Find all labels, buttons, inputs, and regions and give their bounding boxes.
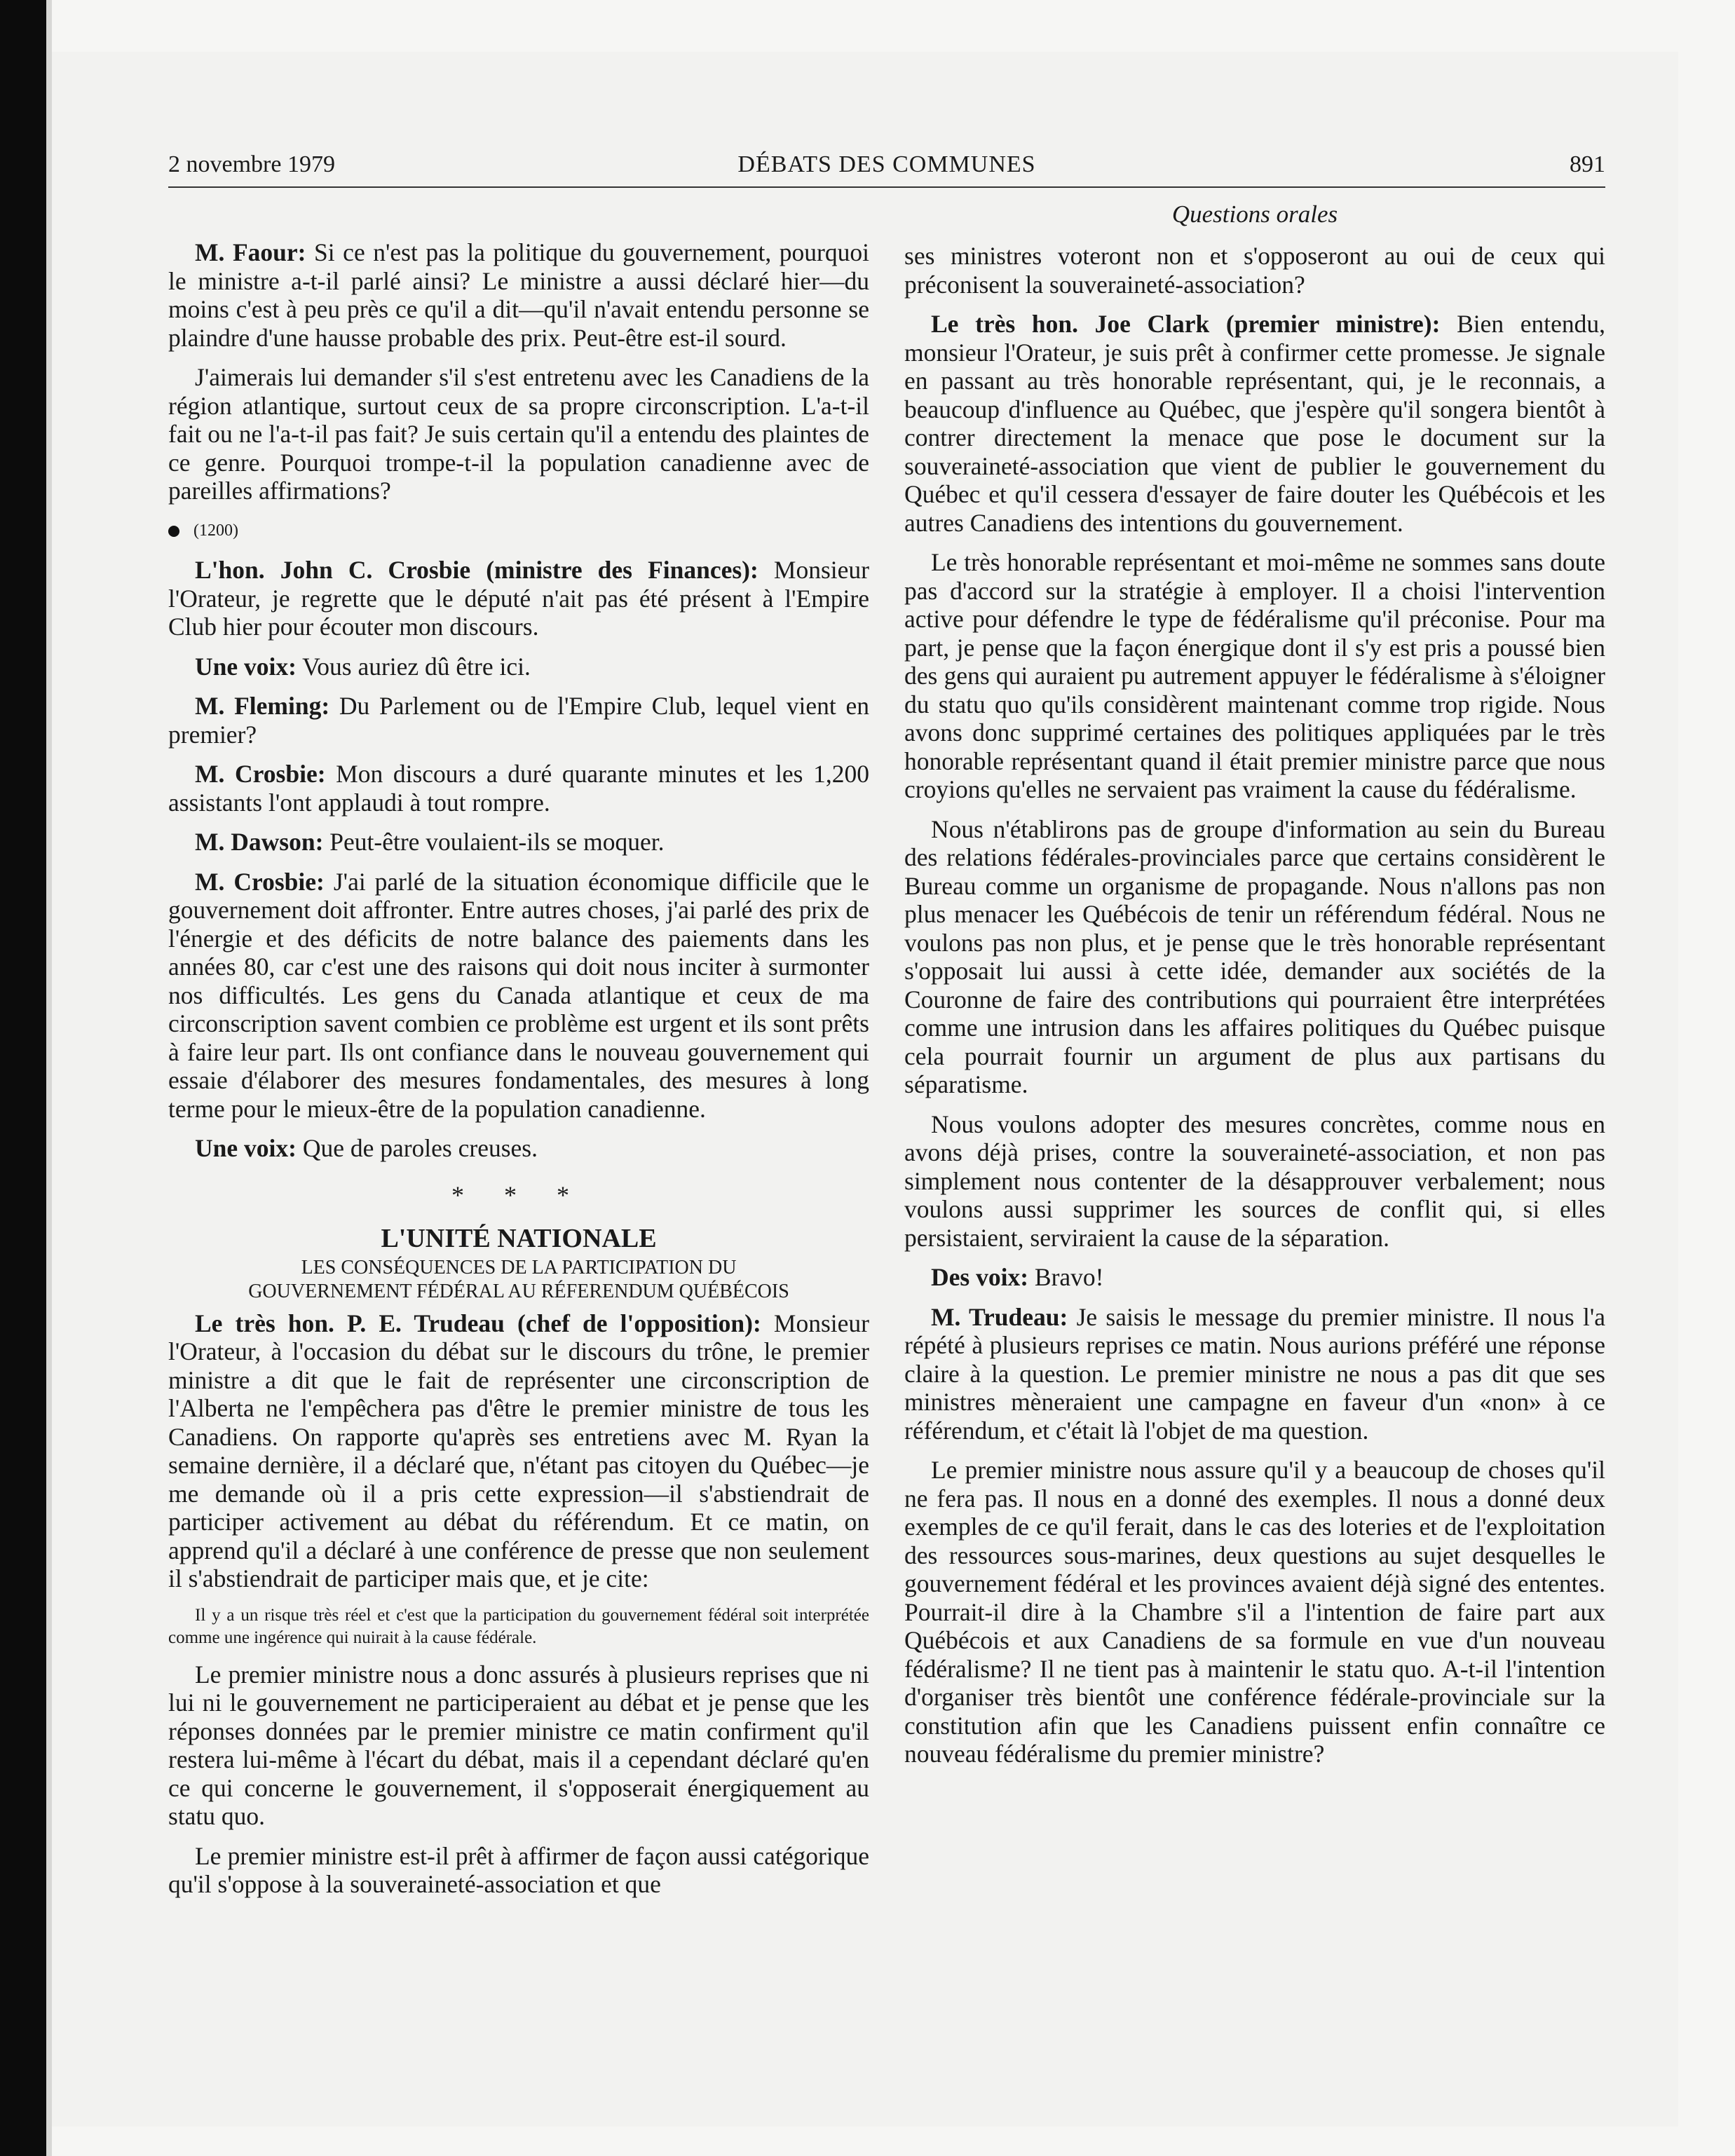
paragraph: ses ministres voteront non et s'opposeront au oui de ceux qui préconisent la souveraineté-association? bbox=[904, 242, 1605, 299]
section-subheading bbox=[168, 1256, 869, 1304]
paragraph: Le premier ministre nous a donc assurés à plusieurs reprises que ni lui ni le gouvernement ne participeraient au débat et je pense que les réponses données par le premier ministre ce matin confirment qu'il restera lui-même à l'écart du débat, mais il a cependant déclaré qu'en ce qui concerne le gouvernement, il s'opposerait énergiquement au statu quo. bbox=[168, 1660, 869, 1830]
section-label: Questions orales bbox=[1171, 200, 1338, 228]
paragraph bbox=[168, 1309, 869, 1593]
paragraph bbox=[168, 1134, 869, 1163]
paragraph bbox=[168, 238, 869, 352]
speech-text: Je saisis le message du premier ministre. Il nous l'a répété à plusieurs reprises ce matin. Nous aurions préféré une réponse claire à la question. Le premier ministre ne nous a pas dit que ses ministres mèneraient une campagne en faveur d'un «non» à ce référendum, et c'était là l'objet de ma question. bbox=[904, 1302, 1605, 1445]
right-column bbox=[904, 242, 1605, 1780]
paragraph bbox=[168, 828, 869, 857]
speech-text: Du Parlement ou de l'Empire Club, lequel vient en premier? bbox=[168, 692, 869, 749]
speaker-name: L'hon. John C. Crosbie (ministre des Finances): bbox=[195, 556, 758, 584]
time-marker bbox=[168, 517, 869, 545]
time-marker-text: (1200) bbox=[193, 521, 238, 540]
speaker-name: M. Crosbie: bbox=[195, 867, 325, 896]
page-number: 891 bbox=[1570, 151, 1605, 177]
paragraph bbox=[168, 556, 869, 641]
section-heading: L'UNITÉ NATIONALE bbox=[381, 1224, 657, 1253]
paragraph: Le très honorable représentant et moi-même ne sommes sans doute pas d'accord sur la stratégie à employer. Il a choisi l'intervention active pour défendre le type de fédéralisme qu'il préconise. Pour ma part, je pense que la façon énergique dont il s'y est pris a poussé bien des gens qui auraient pu autrement appuyer le fédéralisme à s'éloigner du statu quo qu'ils considèrent maintenant comme trop rigide. Nous avons donc supprimé certaines des politiques appliquées par le très honorable représentant quand il était premier ministre parce que nous croyions qu'elles ne servaient pas vraiment la cause du fédéralisme. bbox=[904, 548, 1605, 803]
block-quote: Il y a un risque très réel et c'est que la participation du gouvernement fédéral soit interprétée comme une ingérence qui nuirait à la cause fédérale. bbox=[168, 1605, 869, 1647]
paragraph: Le premier ministre est-il prêt à affirmer de façon aussi catégorique qu'il s'oppose à la souveraineté-association et que bbox=[168, 1841, 869, 1898]
paragraph bbox=[168, 653, 869, 681]
speech-text: Mon discours a duré quarante minutes et les 1,200 assistants l'ont applaudi à tout rompre. bbox=[168, 760, 869, 817]
speaker-name: Une voix: bbox=[195, 1134, 297, 1162]
paragraph bbox=[904, 310, 1605, 537]
speaker-name: M. Dawson: bbox=[195, 828, 324, 856]
speaker-name: Des voix: bbox=[931, 1263, 1029, 1291]
header-title: DÉBATS DES COMMUNES bbox=[737, 151, 1036, 177]
paragraph bbox=[904, 1303, 1605, 1445]
left-column bbox=[168, 238, 869, 1910]
speaker-name: M. Faour: bbox=[195, 238, 306, 266]
header-date: 2 novembre 1979 bbox=[168, 151, 335, 177]
paragraph bbox=[168, 868, 869, 1124]
speech-text: Bien entendu, monsieur l'Orateur, je suis prêt à confirmer cette promesse. Je signale en passant au très honorable représentant, qui, je le reconnais, a beaucoup d'influence au Québec, que j'espère qu'il songera bientôt à contrer directement la menace que pose le document sur la souveraineté-association que vient de publier le gouvernement du Québec et qu'il cessera d'essayer de faire douter les Québécois et les autres Canadiens des intentions du gouvernement. bbox=[904, 310, 1605, 537]
speaker-name: M. Trudeau: bbox=[931, 1302, 1068, 1331]
paragraph bbox=[168, 692, 869, 749]
speaker-name: M. Fleming: bbox=[195, 692, 330, 720]
speech-text: Peut-être voulaient-ils se moquer. bbox=[323, 828, 665, 856]
speech-text: Monsieur l'Orateur, à l'occasion du débat sur le discours du trône, le premier ministre a dit que le fait de représenter une circonscription de l'Alberta ne l'empêchera pas d'être le premier ministre de tous les Canadiens. On rapporte qu'après ses entretiens avec M. Ryan la semaine dernière, il a déclaré que, n'étant pas citoyen du Québec—je me demande où il a pris cette expression—il s'abstiendrait de participer activement au débat du référendum. Et ce matin, on apprend qu'il a déclaré à une conférence de presse que non seulement il s'abstiendrait de participer mais que, et je cite: bbox=[168, 1309, 869, 1592]
speech-text: Que de paroles creuses. bbox=[296, 1134, 538, 1162]
scan-margin bbox=[46, 0, 52, 2156]
speech-text: J'ai parlé de la situation économique difficile que le gouvernement doit affronter. Entre autres choses, j'ai parlé des prix de l'énergie et des déficits de notre balance des paiements dans les années 80, car c'est une des raisons qui doit nous inciter à surmonter nos difficultés. Les gens du Canada atlantique et ceux de ma circonscription savent combien ce problème est urgent et ils sont prêts à faire leur part. Ils ont confiance dans le nouveau gouvernement qui essaie d'élaborer des mesures fondamentales, des mesures à long terme pour le mieux-être de la population canadienne. bbox=[168, 867, 869, 1123]
scan-black-edge bbox=[0, 0, 46, 2156]
speaker-name: Le très hon. Joe Clark (premier ministre): bbox=[931, 310, 1441, 338]
speech-text: Si ce n'est pas la politique du gouvernement, pourquoi le ministre a-t-il parlé ainsi? Le ministre a aussi déclaré hier—du moins c'est à peu près ce qu'il a dit—qu'il n'avait entendu personne se plaindre d'une hausse probable des prix. Peut-être est-il sourd. bbox=[168, 238, 869, 352]
subheading-line: GOUVERNEMENT FÉDÉRAL AU RÉFERENDUM QUÉBÉCOIS bbox=[248, 1280, 789, 1302]
bullet-dot-icon bbox=[168, 526, 179, 537]
paragraph: Nous n'établirons pas de groupe d'information au sein du Bureau des relations fédérales-provinciales parce que certains considèrent le Bureau comme un organisme de propagande. Nous n'allons pas non plus menacer les Québécois de tenir un référendum fédéral. Nous ne voulons pas non plus, et je pense que le très honorable représentant s'opposait lui aussi à cette idée, demander aux sociétés de la Couronne de faire des contributions qui pourraient être interprétées comme une intrusion dans les affaires politiques du Québec puisque cela pourrait fournir un argument de plus aux partisans du séparatisme. bbox=[904, 814, 1605, 1098]
paragraph: Le premier ministre nous assure qu'il y a beaucoup de choses qu'il ne fera pas. Il nous en a donné des exemples. Il nous a donné deux exemples de ce qu'il ferait, dans le cas des loteries et de l'exploitation des ressources sous-marines, deux questions au sujet desquelles le gouvernement fédéral et les provinces avaient déjà signé des ententes. Pourrait-il dire à la Chambre s'il a l'intention de faire part aux Québécois et aux Canadiens de sa formule en vue d'un nouveau fédéralisme? Il ne tient pas à maintenir le statu quo. A-t-il l'intention d'organiser très bientôt une conférence fédérale-provinciale sur la constitution afin que les Canadiens puissent enfin connaître ce nouveau fédéralisme du premier ministre? bbox=[904, 1456, 1605, 1768]
paragraph bbox=[904, 1263, 1605, 1292]
speech-text: Vous auriez dû être ici. bbox=[296, 652, 531, 681]
speech-text: Bravo! bbox=[1028, 1263, 1104, 1291]
subheading-line: LES CONSÉQUENCES DE LA PARTICIPATION DU bbox=[301, 1256, 737, 1278]
speaker-name: Une voix: bbox=[195, 652, 297, 681]
speech-text: Monsieur l'Orateur, je regrette que le député n'ait pas été présent à l'Empire Club hier pour écouter mon discours. bbox=[168, 556, 869, 641]
paragraph bbox=[168, 760, 869, 817]
paragraph: J'aimerais lui demander s'il s'est entretenu avec les Canadiens de la région atlantique, surtout ceux de sa propre circonscription. L'a-t-il fait ou ne l'a-t-il pas fait? Je suis certain qu'il a entendu des plaintes de ce genre. Pourquoi trompe-t-il la population canadienne avec de pareilles affirmations? bbox=[168, 363, 869, 505]
paragraph: Nous voulons adopter des mesures concrètes, comme nous en avons déjà prises, contre la souveraineté-association, et non pas simplement nous contenter de la désapprouver verbalement; nous voulons aussi supprimer les sources de conflit qui, si elles persistaient, serviraient la cause de la séparation. bbox=[904, 1110, 1605, 1252]
speaker-name: Le très hon. P. E. Trudeau (chef de l'opposition): bbox=[195, 1309, 761, 1337]
running-header bbox=[168, 147, 1605, 188]
speaker-name: M. Crosbie: bbox=[195, 760, 326, 788]
section-separator: * * * bbox=[451, 1180, 586, 1209]
